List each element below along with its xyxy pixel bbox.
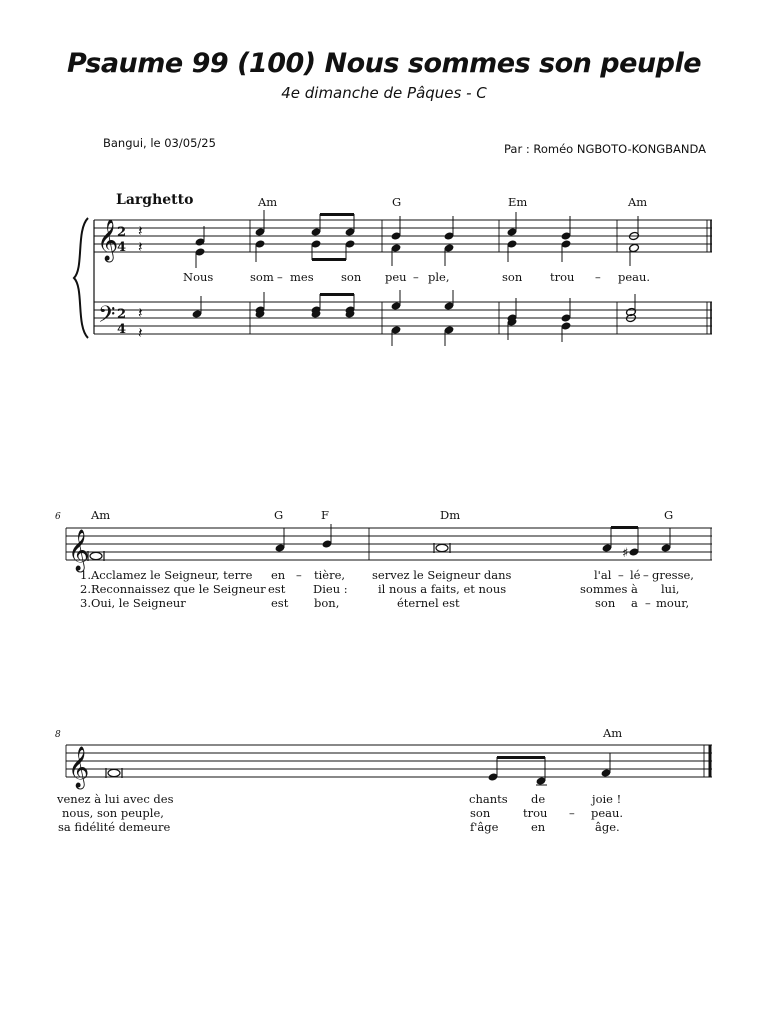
tempo-marking: Larghetto <box>116 192 194 208</box>
lyric-syllable: peau. <box>591 806 624 820</box>
lyric-syllable: tière, <box>314 568 346 582</box>
lyric-syllable: est <box>268 582 286 596</box>
verse-1-line: venez à lui avec des <box>57 792 174 806</box>
brace <box>74 218 88 338</box>
lyric-phrase: servez le Seigneur dans <box>372 568 512 582</box>
treble-clef-icon: 𝄞 <box>68 747 90 788</box>
lyric-syllable: est <box>271 596 289 610</box>
lyric-syllable: son <box>470 806 491 820</box>
melody-staff-2 <box>66 528 712 560</box>
verse-3-line: sa fidélité demeure <box>58 820 171 834</box>
lyric-syllable: som <box>250 270 274 284</box>
treble-staff <box>94 220 712 252</box>
lyric-syllable: peu <box>385 270 407 284</box>
lyric-syllable: joie ! <box>592 792 622 806</box>
composer-credit: Par : Roméo NGBOTO-KONGBANDA <box>503 142 706 156</box>
verse-3-line: 3.Oui, le Seigneur <box>80 596 186 610</box>
lyric-syllable: trou <box>523 806 548 820</box>
chord-symbol: Am <box>628 195 648 209</box>
score-title: Psaume 99 (100) Nous sommes son peuple <box>66 48 702 79</box>
chord-symbol: G <box>392 195 402 209</box>
time-sig-top: 2 <box>117 307 127 322</box>
lyric-syllable: à <box>631 582 638 596</box>
lyric-hyphen: – <box>643 568 649 582</box>
place-date: Bangui, le 03/05/25 <box>103 136 216 150</box>
lyric-hyphen: – <box>413 270 419 284</box>
lyric-syllable: lui, <box>661 582 680 596</box>
lyric-hyphen: – <box>569 806 575 820</box>
lyric-hyphen: – <box>618 568 624 582</box>
quarter-rest-icon: 𝄽 <box>138 324 143 342</box>
half-notes <box>626 231 640 322</box>
measure-number: 6 <box>55 512 61 522</box>
lyric-syllable: Nous <box>183 270 214 284</box>
lyric-syllable: mes <box>290 270 314 284</box>
chord-symbol: Am <box>91 508 111 522</box>
lyric-syllable: en <box>271 568 286 582</box>
bass-staff <box>94 302 712 334</box>
quarter-rest-icon: 𝄽 <box>138 238 143 256</box>
verse-2-line: nous, son peuple, <box>62 806 164 820</box>
treble-clef-icon: 𝄞 <box>97 220 119 261</box>
lyric-syllable: sommes <box>580 582 628 596</box>
lyric-phrase: éternel est <box>397 596 460 610</box>
lyric-syllable: f'âge <box>470 820 499 834</box>
measure-number: 8 <box>55 730 61 740</box>
lyric-syllable: trou <box>550 270 575 284</box>
melody-staff-3 <box>66 745 712 777</box>
lyric-syllable: peau. <box>618 270 651 284</box>
chord-symbol: Am <box>603 726 623 740</box>
quarter-rest-icon: 𝄽 <box>138 222 143 240</box>
lyric-syllable: chants <box>469 792 508 806</box>
lyric-hyphen: – <box>645 596 651 610</box>
quarter-rest-icon: 𝄽 <box>138 304 143 322</box>
bass-clef-icon: 𝄢 <box>98 302 116 333</box>
lyric-syllable: bon, <box>314 596 340 610</box>
score-subtitle: 4e dimanche de Pâques - C <box>281 84 487 102</box>
chord-symbol: G <box>274 508 284 522</box>
chord-symbol: Dm <box>440 508 461 522</box>
melody-notes-2 <box>88 524 671 561</box>
lyric-syllable: Dieu : <box>313 582 348 596</box>
lyric-phrase: il nous a faits, et nous <box>378 582 507 596</box>
lyric-syllable: en <box>531 820 546 834</box>
lyric-hyphen: – <box>277 270 283 284</box>
lyric-syllable: lé <box>630 568 641 582</box>
lyric-hyphen: – <box>296 568 302 582</box>
lyric-syllable: de <box>531 792 546 806</box>
chord-symbol: Am <box>258 195 278 209</box>
lyric-syllable: son <box>341 270 362 284</box>
time-sig-bottom: 4 <box>117 322 127 337</box>
lyric-syllable: ple, <box>428 270 450 284</box>
lyric-syllable: a <box>631 596 638 610</box>
sharp-icon: ♯ <box>622 546 629 561</box>
lyric-syllable: mour, <box>656 596 690 610</box>
time-sig-top: 2 <box>117 225 127 240</box>
lyric-hyphen: – <box>595 270 601 284</box>
lyric-syllable: âge. <box>595 820 620 834</box>
verse-2-line: 2.Reconnaissez que le Seigneur <box>80 582 266 596</box>
lyric-syllable: son <box>502 270 523 284</box>
time-sig-bottom: 4 <box>117 240 127 255</box>
lyric-syllable: son <box>595 596 616 610</box>
chord-symbol: Em <box>508 195 528 209</box>
treble-clef-icon: 𝄞 <box>68 530 90 571</box>
lyric-syllable: gresse, <box>652 568 694 582</box>
chord-symbol: F <box>321 508 329 522</box>
lyric-syllable: l'al <box>594 568 612 582</box>
verse-1-line: 1.Acclamez le Seigneur, terre <box>80 568 253 582</box>
chord-symbol: G <box>664 508 674 522</box>
